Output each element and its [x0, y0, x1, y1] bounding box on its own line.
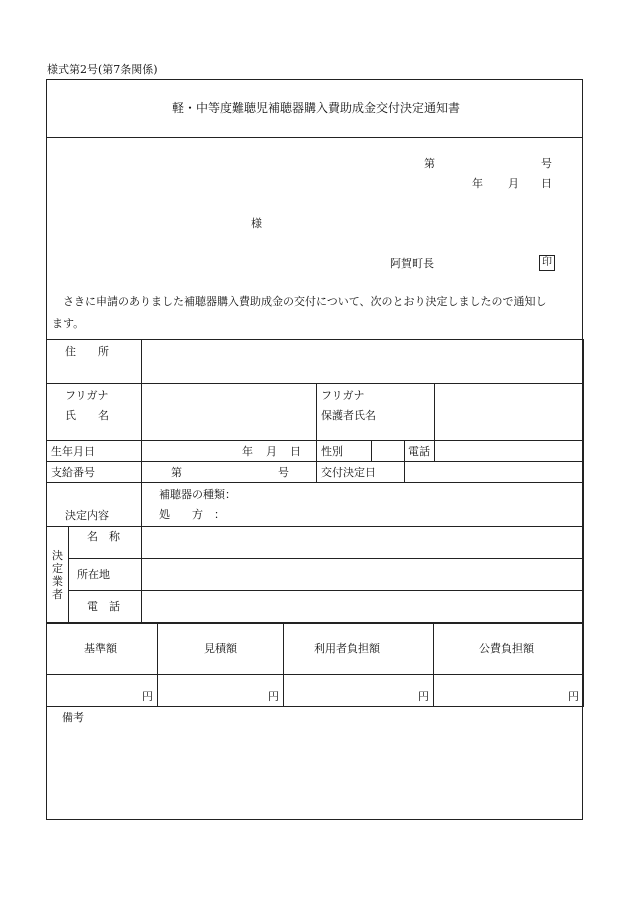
supply-dai: 第	[171, 466, 182, 479]
date-month: 月	[508, 177, 519, 190]
public-burden-value[interactable]	[434, 675, 584, 707]
details-table	[46, 339, 584, 624]
recipient-sama: 様	[251, 217, 262, 230]
sex-label: 性別	[321, 445, 343, 458]
vendor-phone-label: 電 話	[87, 600, 120, 613]
user-burden-value[interactable]	[284, 675, 434, 707]
vendor-name-label: 名 称	[87, 530, 120, 543]
vendor-phone-value[interactable]	[142, 591, 584, 624]
vendor-phone-label-cell	[69, 591, 142, 624]
remarks-label: 備考	[62, 711, 84, 724]
standard-amount-header	[47, 623, 158, 675]
address-label: 住 所	[65, 345, 109, 358]
yen-unit: 円	[268, 690, 279, 703]
amounts-table	[46, 622, 584, 707]
vendor-char-4: 者	[52, 588, 63, 601]
mayor-name: 阿賀町長	[390, 257, 434, 270]
remarks-area[interactable]	[47, 707, 582, 819]
sex-value[interactable]	[372, 441, 405, 462]
birth-year: 年	[242, 445, 253, 458]
phone-label-cell	[405, 441, 435, 462]
supply-number-label: 支給番号	[51, 466, 95, 479]
user-burden-label: 利用者負担額	[314, 642, 380, 655]
number-go: 号	[541, 157, 552, 170]
name-label: 氏 名	[65, 409, 109, 422]
vendor-location-value[interactable]	[142, 559, 584, 591]
user-burden-header	[284, 623, 434, 675]
phone-value[interactable]	[435, 441, 584, 462]
public-burden-label: 公費負担額	[479, 642, 534, 655]
guardian-name-label: 保護者氏名	[321, 409, 376, 422]
prescription-label: 処 方 ：	[159, 508, 225, 521]
birth-month: 月	[266, 445, 277, 458]
decision-date-label: 交付決定日	[321, 466, 376, 479]
document-title: 軽・中等度難聴児補聴器購入費助成金交付決定通知書	[172, 101, 461, 115]
standard-amount-value[interactable]	[47, 675, 158, 707]
guardian-name-value[interactable]	[435, 384, 584, 441]
vendor-char-2: 定	[52, 562, 63, 575]
birthdate-label-cell	[47, 441, 142, 462]
estimate-amount-label: 見積額	[204, 642, 237, 655]
public-burden-header	[434, 623, 584, 675]
phone-label: 電話	[408, 445, 430, 458]
form-label: 様式第2号(第7条関係)	[47, 63, 158, 76]
decision-content-value[interactable]	[142, 483, 584, 527]
standard-amount-label: 基準額	[84, 642, 117, 655]
supply-number-value[interactable]	[142, 462, 317, 483]
decision-content-label-cell	[47, 483, 142, 527]
sex-label-cell	[317, 441, 372, 462]
vendor-char-3: 業	[52, 575, 63, 588]
supply-number-label-cell	[47, 462, 142, 483]
seal-mark	[539, 255, 555, 271]
name-value[interactable]	[142, 384, 317, 441]
date-year: 年	[472, 177, 483, 190]
guardian-label-cell	[317, 384, 435, 441]
vendor-location-label-cell	[69, 559, 142, 591]
decision-date-value[interactable]	[405, 462, 584, 483]
yen-unit: 円	[568, 690, 579, 703]
body-text-line1: さきに申請のありました補聴器購入費助成金の交付について、次のとおり決定しましたので通知し	[63, 295, 547, 308]
vendor-name-value[interactable]	[142, 527, 584, 559]
body-text-line2: ます。	[52, 317, 85, 330]
yen-unit: 円	[418, 690, 429, 703]
address-value[interactable]	[142, 340, 584, 384]
guardian-furigana-label: フリガナ	[321, 389, 365, 402]
decision-content-label: 決定内容	[65, 509, 109, 522]
vendor-name-label-cell	[69, 527, 142, 559]
birthdate-value[interactable]	[142, 441, 317, 462]
seal-box: 印	[539, 255, 555, 271]
name-label-cell	[47, 384, 142, 441]
vendor-location-label: 所在地	[77, 568, 110, 581]
vendor-char-1: 決	[52, 549, 63, 562]
title-separator	[46, 137, 583, 138]
aid-type-label: 補聴器の種類：	[159, 488, 236, 501]
yen-unit: 円	[142, 690, 153, 703]
decision-date-label-cell	[317, 462, 405, 483]
address-label-cell	[47, 340, 142, 384]
birthdate-label: 生年月日	[51, 445, 95, 458]
estimate-amount-header	[158, 623, 284, 675]
estimate-amount-value[interactable]	[158, 675, 284, 707]
birth-day: 日	[290, 445, 301, 458]
number-dai: 第	[424, 157, 435, 170]
date-day: 日	[541, 177, 552, 190]
vendor-vertical-label	[47, 527, 69, 624]
supply-go: 号	[278, 466, 289, 479]
furigana-label: フリガナ	[65, 389, 109, 402]
